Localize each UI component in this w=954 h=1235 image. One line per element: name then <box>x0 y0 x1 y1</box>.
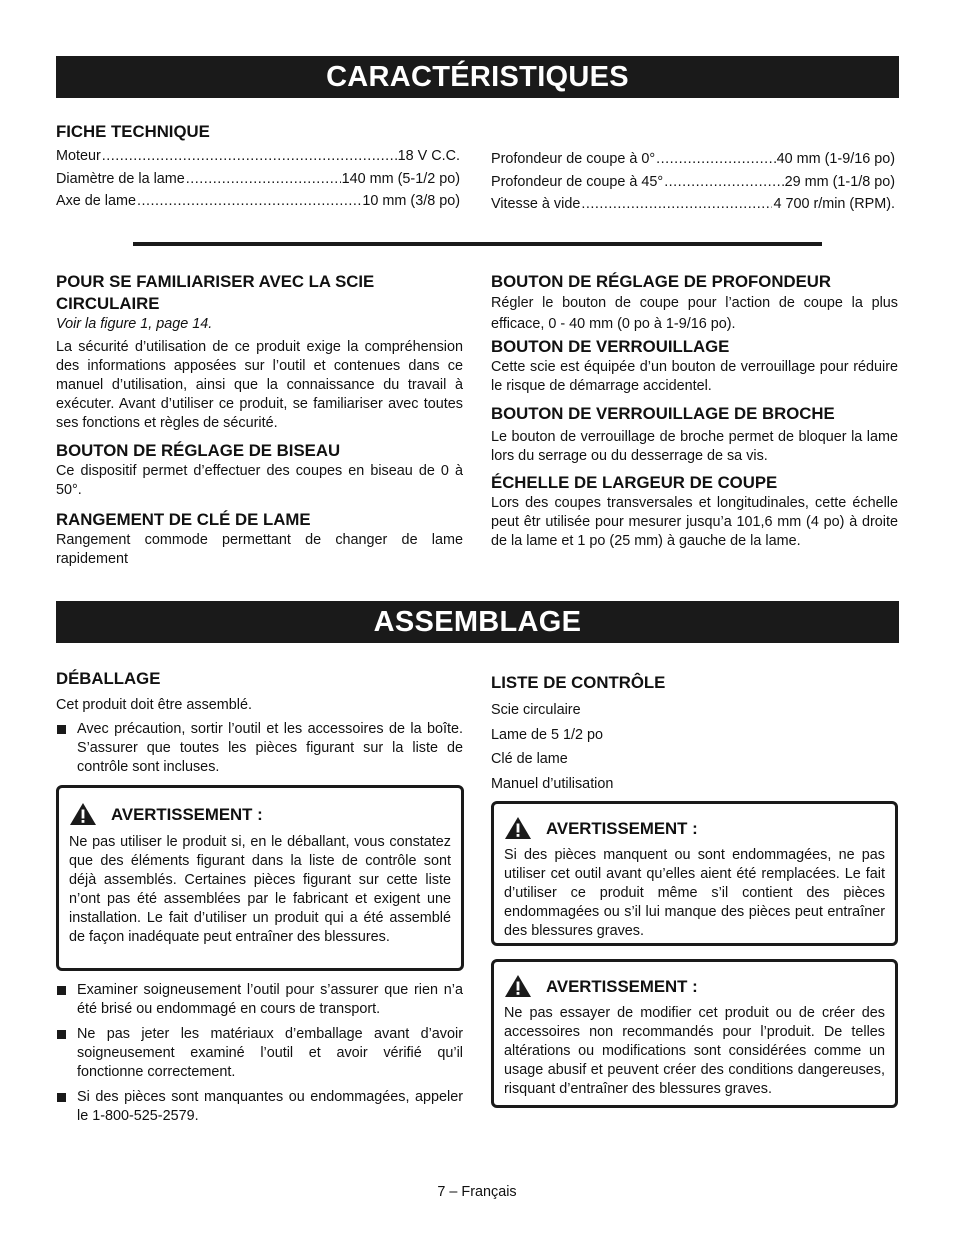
spec-value: 4 700 r/min (RPM). <box>773 196 895 212</box>
spec-row <box>56 192 460 215</box>
square-bullet-icon <box>57 1093 66 1102</box>
warning-box-modification <box>491 959 898 1108</box>
spec-value: 29 mm (1-1/8 po) <box>784 173 895 190</box>
checklist-item: Lame de 5 1/2 po <box>491 726 604 743</box>
section-banner-caracteristiques <box>56 56 899 98</box>
checklist-item: Manuel d’utilisation <box>491 775 614 792</box>
liste-controle-section <box>491 672 898 796</box>
familiariser-heading: POUR SE FAMILIARISER AVEC LA SCIE CIRCULAIRE <box>56 272 375 313</box>
warning-title: AVERTISSEMENT : <box>546 976 698 996</box>
banner-title: CARACTÉRISTIQUES <box>326 60 629 93</box>
warning-header <box>69 802 451 826</box>
fiche-technique-left <box>56 121 460 215</box>
square-bullet-icon <box>57 986 66 995</box>
warning-box-unpacking <box>56 785 464 971</box>
deballage-heading: DÉBALLAGE <box>56 669 161 688</box>
spec-row <box>56 147 460 170</box>
warning-title: AVERTISSEMENT : <box>111 804 263 824</box>
rangement-heading: RANGEMENT DE CLÉ DE LAME <box>56 510 311 529</box>
deballage-more-section <box>56 981 463 1126</box>
list-item-text: Avec précaution, sortir l’outil et les accessoires de la boîte. S’assurer que toutes les pièces figurant sur la liste de contrôle sont incluses. <box>77 721 463 775</box>
spec-label: Profondeur de coupe à 0° <box>491 151 656 167</box>
spec-value: 10 mm (3/8 po) <box>362 193 460 209</box>
list-item <box>56 720 463 777</box>
section-banner-assemblage <box>56 601 899 643</box>
profondeur-text: Régler le bouton de coupe pour l’action de coupe la plus efficace, 0 - 40 mm (0 po à 1-9/16 po). <box>491 295 898 332</box>
features-left-column <box>56 271 463 569</box>
square-bullet-icon <box>57 1030 66 1039</box>
broche-text: Le bouton de verrouillage de broche permet de bloquer la lame lors du serrage ou du desserrage de sa vis. <box>491 429 898 464</box>
deballage-list <box>56 720 463 777</box>
warning-text: Si des pièces manquent ou sont endommagées, ne pas utiliser cet outil avant qu’elles aient été remplacées. Le fait d’utiliser ce produit même s’il contient des pièces endommagées ou s’il lui manque des pièces peut entraîner des blessures graves. <box>504 847 885 939</box>
banner-title: ASSEMBLAGE <box>373 605 582 638</box>
biseau-text: Ce dispositif permet d’effectuer des coupes en biseau de 0 à 50°. <box>56 463 463 498</box>
verrouillage-heading: BOUTON DE VERROUILLAGE <box>491 337 730 356</box>
warning-header <box>504 816 885 840</box>
spec-label: Moteur <box>56 148 101 164</box>
warning-header <box>504 974 885 998</box>
page-footer: 7 – Français <box>437 1184 517 1200</box>
fiche-technique-right <box>491 150 895 218</box>
section-divider <box>133 242 822 246</box>
list-item <box>56 981 463 1019</box>
deballage-list-2 <box>56 981 463 1126</box>
warning-box-missing-parts <box>491 801 898 946</box>
spec-label: Vitesse à vide <box>491 196 581 212</box>
echelle-heading: ÉCHELLE DE LARGEUR DE COUPE <box>491 473 778 492</box>
list-item <box>56 1088 463 1126</box>
checklist-item: Clé de lame <box>491 751 568 767</box>
rangement-text: Rangement commode permettant de changer de lame rapidement <box>56 532 463 567</box>
warning-triangle-icon <box>504 816 532 840</box>
profondeur-heading: BOUTON DE RÉGLAGE DE PROFONDEUR <box>491 272 832 291</box>
list-item-text: Si des pièces sont manquantes ou endommagées, appeler le 1-800-525-2579. <box>77 1089 463 1124</box>
spec-label: Diamètre de la lame <box>56 170 185 187</box>
list-item-text: Ne pas jeter les matériaux d’emballage avant d’avoir soigneusement examiné l’outil et avoir vérifié qu’il fonctionne correctement. <box>77 1026 463 1080</box>
spec-value: 140 mm (5-1/2 po) <box>341 170 460 187</box>
familiariser-text: La sécurité d’utilisation de ce produit exige la compréhension des informations apposées sur l’outil et contenues dans ce manuel d’utilisation, ainsi que la connaissance du travail à exécuter. Avant d’utiliser ce produit, se familiariser avec toutes ses fonctions et règles de sécurité. <box>56 339 463 431</box>
spec-row <box>491 150 895 173</box>
spec-row <box>491 173 895 196</box>
spec-row <box>491 195 895 218</box>
fiche-technique-heading: FICHE TECHNIQUE <box>56 122 210 141</box>
deballage-section <box>56 668 463 777</box>
warning-triangle-icon <box>69 802 97 826</box>
warning-title: AVERTISSEMENT : <box>546 818 698 838</box>
broche-heading: BOUTON DE VERROUILLAGE DE BROCHE <box>491 404 835 423</box>
deballage-intro: Cet produit doit être assemblé. <box>56 697 252 713</box>
spec-row <box>56 170 460 193</box>
list-item <box>56 1025 463 1082</box>
warning-text: Ne pas utiliser le produit si, en le déballant, vous constatez que des éléments figurant dans la liste de contrôle sont déjà assemblés. Certaines pièces figurant sur cette liste n’ont pas été assemblées par le fabricant et exigent une installation. Le fait d’utiliser un produit qui a été assemblé de façon inadéquate peut entraîner des blessures. <box>69 834 451 945</box>
liste-heading: LISTE DE CONTRÔLE <box>491 673 666 692</box>
biseau-heading: BOUTON DE RÉGLAGE DE BISEAU <box>56 441 341 460</box>
warning-triangle-icon <box>504 974 532 998</box>
checklist-item: Scie circulaire <box>491 702 581 718</box>
spec-label: Axe de lame <box>56 193 136 209</box>
features-right-column <box>491 271 898 551</box>
echelle-text: Lors des coupes transversales et longitudinales, cette échelle peut êtr utilisée pour mesurer jusqu’a 101,6 mm (4 po) à droite de la lame et 1 po (25 mm) à gauche de la lame. <box>491 495 898 549</box>
spec-label: Profondeur de coupe à 45° <box>491 173 664 190</box>
spec-value: 18 V C.C. <box>397 148 460 164</box>
warning-text: Ne pas essayer de modifier cet produit ou de créer des accessoires non recommandés pour l’produit. De telles altérations ou modifications sont considérées comme un usage abusif et peuvent créer des conditions dangereuses, risquant d’entraîner des blessures graves. <box>504 1005 885 1097</box>
figure-reference: Voir la figure 1, page 14. <box>56 316 213 332</box>
spec-value: 40 mm (1-9/16 po) <box>776 151 895 167</box>
square-bullet-icon <box>57 725 66 734</box>
verrouillage-text: Cette scie est équipée d’un bouton de verrouillage pour réduire le risque de démarrage accidentel. <box>491 359 898 394</box>
list-item-text: Examiner soigneusement l’outil pour s’assurer que rien n’a été brisé ou endommagé en cours de transport. <box>77 982 463 1017</box>
